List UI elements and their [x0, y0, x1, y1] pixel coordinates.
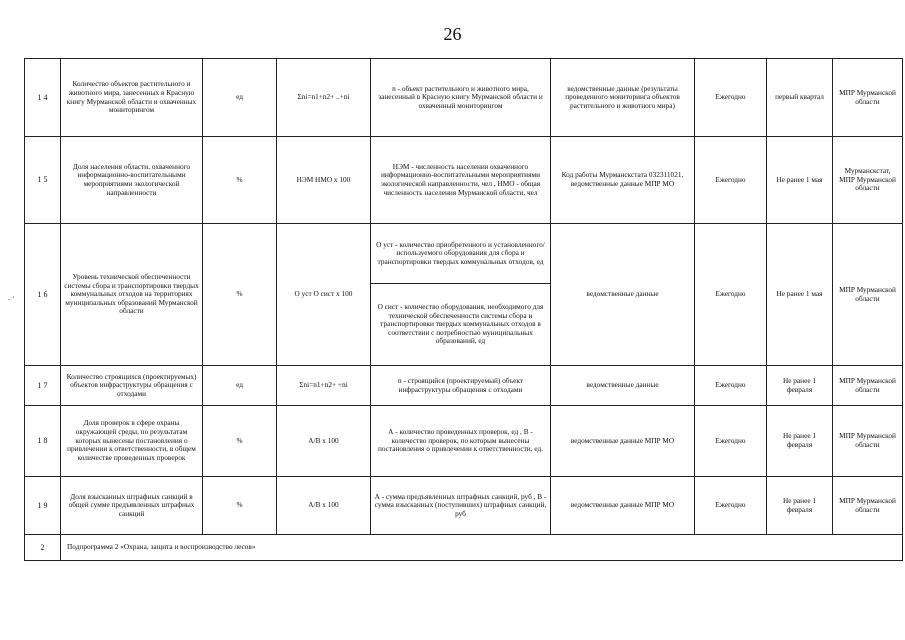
unit-cell: ед	[203, 59, 277, 137]
subprogram-title: Подпрограмма 2 «Охрана, защита и воспроизводство лесов»	[61, 535, 903, 561]
unit-cell: ед	[203, 366, 277, 406]
definition-cell: А - сумма предъявленных штрафных санкций, руб , В - сумма взысканных (поступивших) штрафных санкций, руб	[371, 477, 551, 535]
source-cell: ведомственные данные	[551, 366, 695, 406]
responsible-cell: МПР Мурманской области	[833, 59, 903, 137]
responsible-cell: МПР Мурманской области	[833, 224, 903, 366]
frequency-cell: Ежегодно	[695, 137, 767, 224]
row-number: 1 8	[25, 406, 61, 477]
frequency-cell: Ежегодно	[695, 59, 767, 137]
formula-cell: А/В х 100	[277, 406, 371, 477]
unit-cell: %	[203, 137, 277, 224]
definition-cell: А - количество проведенных проверок, ед , В - количество проверок, по которым вынесены постановления о привлечении к ответственности, ед.	[371, 406, 551, 477]
source-cell: Код работы Мурманскстата 032311021, ведомственные данные МПР МО	[551, 137, 695, 224]
deadline-cell: Не ранее 1 февраля	[767, 366, 833, 406]
row-number: 1 7	[25, 366, 61, 406]
row-number: 1 6	[25, 224, 61, 366]
table-row	[25, 366, 903, 406]
responsible-cell: МПР Мурманской области	[833, 477, 903, 535]
source-cell: ведомственные данные МПР МО	[551, 477, 695, 535]
row-number: 2	[25, 535, 61, 561]
formula-cell: Σni=n1+n2+ +ni	[277, 366, 371, 406]
formula-cell: Σni=n1+n2+ ..+ni	[277, 59, 371, 137]
responsible-cell: МПР Мурманской области	[833, 406, 903, 477]
indicator-name: Доля взысканных штрафных санкций в общей сумме предъявленных штрафных санкций	[61, 477, 203, 535]
table-row	[25, 406, 903, 477]
deadline-cell: Не ранее 1 мая	[767, 224, 833, 366]
definition-cell: О сист - количество оборудования, необходимого для технической обеспеченности системы сбора и транспортировки твердых коммунальных отходов в соответствии с потребностью муниципальных образований, ед	[371, 284, 551, 366]
unit-cell: %	[203, 224, 277, 366]
deadline-cell: Не ранее 1 февраля	[767, 477, 833, 535]
definition-cell: НЭМ - численность населения охваченного информационно-воспитательными мероприятиями экологической направленности, чел , НМО - общая численность населения Мурманской области, чел	[371, 137, 551, 224]
table-row	[25, 224, 903, 284]
formula-cell: А/В х 100	[277, 477, 371, 535]
formula-cell: НЭМ НМО х 100	[277, 137, 371, 224]
row-number: 1 5	[25, 137, 61, 224]
row-number: 1 4	[25, 59, 61, 137]
deadline-cell: первый квартал	[767, 59, 833, 137]
indicator-name: Количество объектов растительного и животного мира, занесенных в Красную книгу Мурманской области и охваченных мониторингом	[61, 59, 203, 137]
deadline-cell: Не ранее 1 мая	[767, 137, 833, 224]
row-number: 1 9	[25, 477, 61, 535]
table-row	[25, 137, 903, 224]
indicator-name: Количество строящихся (проектируемых) объектов инфраструктуры обращения с отходами	[61, 366, 203, 406]
definition-cell: n - объект растительного и животного мира, занесенный в Красную книгу Мурманской области и охваченный мониторингом	[371, 59, 551, 137]
frequency-cell: Ежегодно	[695, 224, 767, 366]
table-row	[25, 59, 903, 137]
frequency-cell: Ежегодно	[695, 477, 767, 535]
deadline-cell: Не ранее 1 февраля	[767, 406, 833, 477]
definition-cell: О уст - количество приобретенного и установленного/используемого оборудования для сбора и транспортировки твердых коммунальных отходов, ед	[371, 224, 551, 284]
responsible-cell: МПР Мурманской области	[833, 366, 903, 406]
frequency-cell: Ежегодно	[695, 406, 767, 477]
indicator-name: Доля населения области, охваченного информационно-воспитательными мероприятиями экологической направленности	[61, 137, 203, 224]
frequency-cell: Ежегодно	[695, 366, 767, 406]
indicator-name: Уровень технической обеспеченности системы сбора и транспортировки твердых коммунальных отходов на территориях муниципальных образований Мурманской области	[61, 224, 203, 366]
definition-cell: n - строящийся (проектируемый) объект инфраструктуры обращения с отходами	[371, 366, 551, 406]
responsible-cell: Мурманскстат, МПР Мурманской области	[833, 137, 903, 224]
page-number: 26	[443, 24, 462, 44]
unit-cell: %	[203, 406, 277, 477]
indicators-table	[24, 58, 903, 561]
source-cell: ведомственные данные	[551, 224, 695, 366]
source-cell: ведомственные данные (результаты проведенного мониторинга объектов растительного и животного мира)	[551, 59, 695, 137]
margin-dots: . ·	[8, 293, 15, 302]
formula-cell: О уст О сист х 100	[277, 224, 371, 366]
source-cell: ведомственные данные МПР МО	[551, 406, 695, 477]
indicator-name: Доля проверок в сфере охраны окружающей среды, по результатам которых вынесены постановления о привлечении к ответственности, в общем количестве проведенных проверок	[61, 406, 203, 477]
subprogram-row	[25, 535, 903, 561]
unit-cell: %	[203, 477, 277, 535]
table-row	[25, 477, 903, 535]
